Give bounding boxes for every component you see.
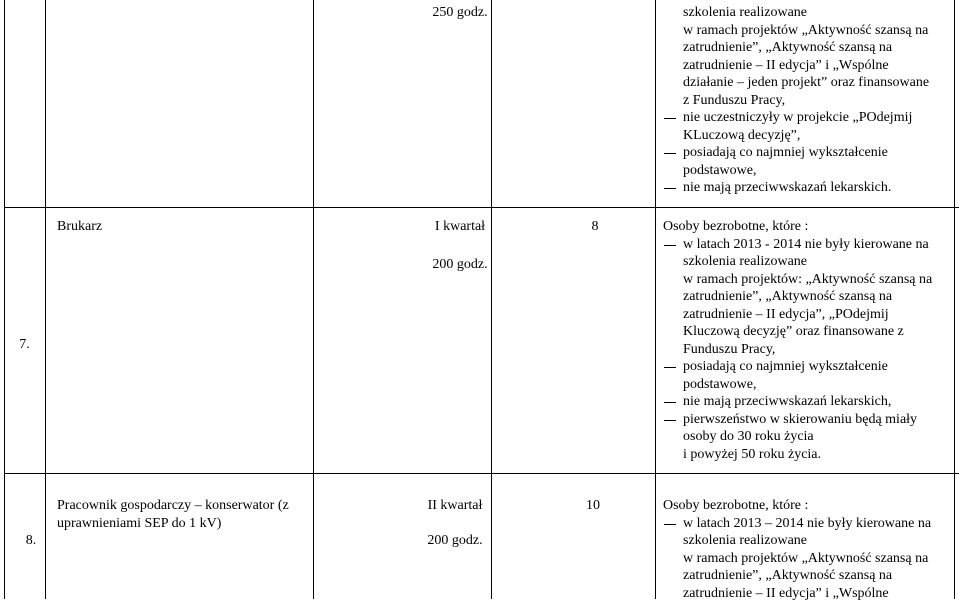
description-line: zatrudnienie”, „Aktywność szansą na [663, 567, 953, 585]
description-line: zatrudnienie”, „Aktywność szansą na [663, 39, 953, 57]
column-border-number [45, 0, 46, 599]
row-8-hours: 200 godz. [395, 532, 515, 550]
row-border-1 [4, 207, 959, 208]
description-line: Osoby bezrobotne, które : [663, 497, 953, 515]
bullet-line: w latach 2013 – 2014 nie były kierowane na [663, 515, 953, 533]
description-line: zatrudnienie”, „Aktywność szansą na [663, 288, 953, 306]
row-7-description [663, 218, 953, 463]
row-7-hours: 200 godz. [400, 256, 520, 274]
bullet-line: pierwszeństwo w skierowaniu będą miały [663, 411, 953, 429]
top-row-hours: 250 godz. [400, 4, 520, 22]
bullet-line: posiadają co najmniej wykształcenie [663, 144, 953, 162]
row-7-occupation: Brukarz [57, 218, 102, 236]
description-line: w ramach projektów „Aktywność szansą na [663, 550, 953, 568]
description-line: Funduszu Pracy, [663, 341, 953, 359]
row-7-number: 7. [4, 336, 45, 354]
row-8-number: 8. [4, 532, 58, 550]
bullet-line: nie mają przeciwwskazań lekarskich. [663, 179, 953, 197]
bullet-line: nie mają przeciwwskazań lekarskich, [663, 393, 953, 411]
description-line: z Funduszu Pracy, [663, 92, 953, 110]
description-line: w ramach projektów „Aktywność szansą na [663, 22, 953, 40]
row-border-2 [4, 473, 959, 474]
description-line: KLuczową decyzję”, [663, 127, 953, 145]
description-line: podstawowe, [663, 162, 953, 180]
row-8-occupation [57, 497, 317, 532]
description-line: Osoby bezrobotne, które : [663, 218, 953, 236]
row-8-count: 10 [563, 497, 623, 515]
description-line: osoby do 30 roku życia [663, 428, 953, 446]
description-line: Kluczową decyzję” oraz finansowane z [663, 323, 953, 341]
description-line: szkolenia realizowane [663, 253, 953, 271]
description-line: i powyżej 50 roku życia. [663, 446, 953, 464]
bullet-line: posiadają co najmniej wykształcenie [663, 358, 953, 376]
description-line: zatrudnienie – II edycja” i „Wspólne [663, 585, 953, 602]
column-border-left [4, 0, 5, 599]
row-7-count: 8 [565, 218, 625, 236]
column-border-right [954, 0, 955, 599]
row-8-occupation-line2: uprawnieniami SEP do 1 kV) [57, 515, 317, 533]
description-line: w ramach projektów: „Aktywność szansą na [663, 271, 953, 289]
description-line: podstawowe, [663, 376, 953, 394]
column-border-count [655, 0, 656, 599]
description-line: zatrudnienie – II edycja” i „Wspólne [663, 57, 953, 75]
top-row-description [663, 4, 953, 197]
bullet-line: w latach 2013 - 2014 nie były kierowane na [663, 236, 953, 254]
bullet-line: nie uczestniczyły w projekcie „POdejmij [663, 109, 953, 127]
description-line: działanie – jeden projekt” oraz finansowane [663, 74, 953, 92]
row-8-quarter: II kwartał [395, 497, 515, 515]
row-7-quarter: I kwartał [400, 218, 520, 236]
row-8-occupation-line1: Pracownik gospodarczy – konserwator (z [57, 497, 317, 515]
description-line: szkolenia realizowane [663, 532, 953, 550]
description-line: szkolenia realizowane [663, 4, 953, 22]
description-line: zatrudnienie – II edycja”, „POdejmij [663, 306, 953, 324]
row-8-description [663, 497, 953, 602]
